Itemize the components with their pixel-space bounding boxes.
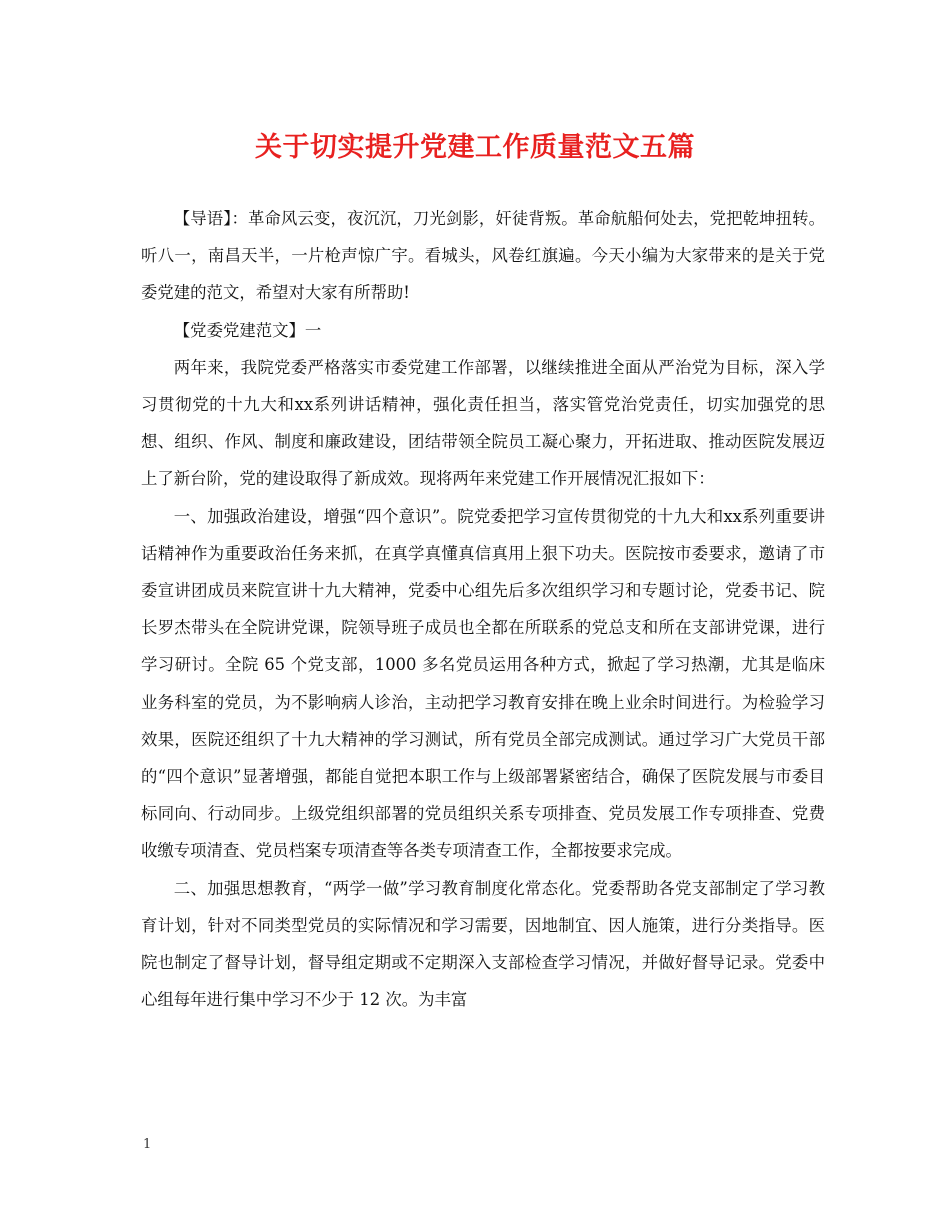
intro-paragraph: 【导语】：革命风云变，夜沉沉，刀光剑影，奸徒背叛。革命航船何处去，党把乾坤扭转。听八一，南昌天半，一片枪声惊广宇。看城头，风卷红旗遍。今天小编为大家带来的是关于党委党建的范文，希望对大家有所帮助! <box>141 209 825 303</box>
page-number: 1 <box>143 1137 152 1152</box>
body-paragraph: 两年来，我院党委严格落实市委党建工作部署，以继续推进全面从严治党为目标，深入学习贯彻党的十九大和xx系列讲话精神，强化责任担当，落实管党治党责任，切实加强党的思想、组织、作风、制度和廉政建设，团结带领全院员工凝心聚力，开拓进取、推动医院发展迈上了新台阶，党的建设取得了新成效。现将两年来党建工作开展情况汇报如下： <box>141 357 825 489</box>
body-paragraph: 一、加强政治建设，增强“四个意识”。院党委把学习宣传贯彻党的十九大和xx系列重要讲话精神作为重要政治任务来抓，在真学真懂真信真用上狠下功夫。医院按市委要求，邀请了市委宣讲团成员来院宣讲十九大精神，党委中心组先后多次组织学习和专题讨论，党委书记、院长罗杰带头在全院讲党课，院领导班子成员也全都在所联系的党总支和所在支部讲党课，进行学习研讨。全院 65 个党支部，1000 多名党员运用各种方式，掀起了学习热潮，尤其是临床业务科室的党员，为不影响病人诊治，主动把学习教育安排在晚上业余时间进行。为检验学习效果，医院还组织了十九大精神的学习测试，所有党员全部完成测试。通过学习广大党员干部的“四个意识”显著增强，都能自觉把本职工作与上级部署紧密结合，确保了医院发展与市委目标同向、行动同步。上级党组织部署的党员组织关系专项排查、党员发展工作专项排查、党费收缴专项清查、党员档案专项清查等各类专项清查工作，全都按要求完成。 <box>141 506 825 861</box>
body-paragraph: 二、加强思想教育，“两学一做”学习教育制度化常态化。党委帮助各党支部制定了学习教育计划，针对不同类型党员的实际情况和学习需要，因地制宜、因人施策，进行分类指导。医院也制定了督导计划，督导组定期或不定期深入支部检查学习情况，并做好督导记录。党委中心组每年进行集中学习不少于 12 次。为丰富 <box>141 878 825 1010</box>
document-body <box>141 200 825 1018</box>
document-title: 关于切实提升党建工作质量范文五篇 <box>255 132 695 163</box>
section-heading: 【党委党建范文】一 <box>173 320 322 340</box>
